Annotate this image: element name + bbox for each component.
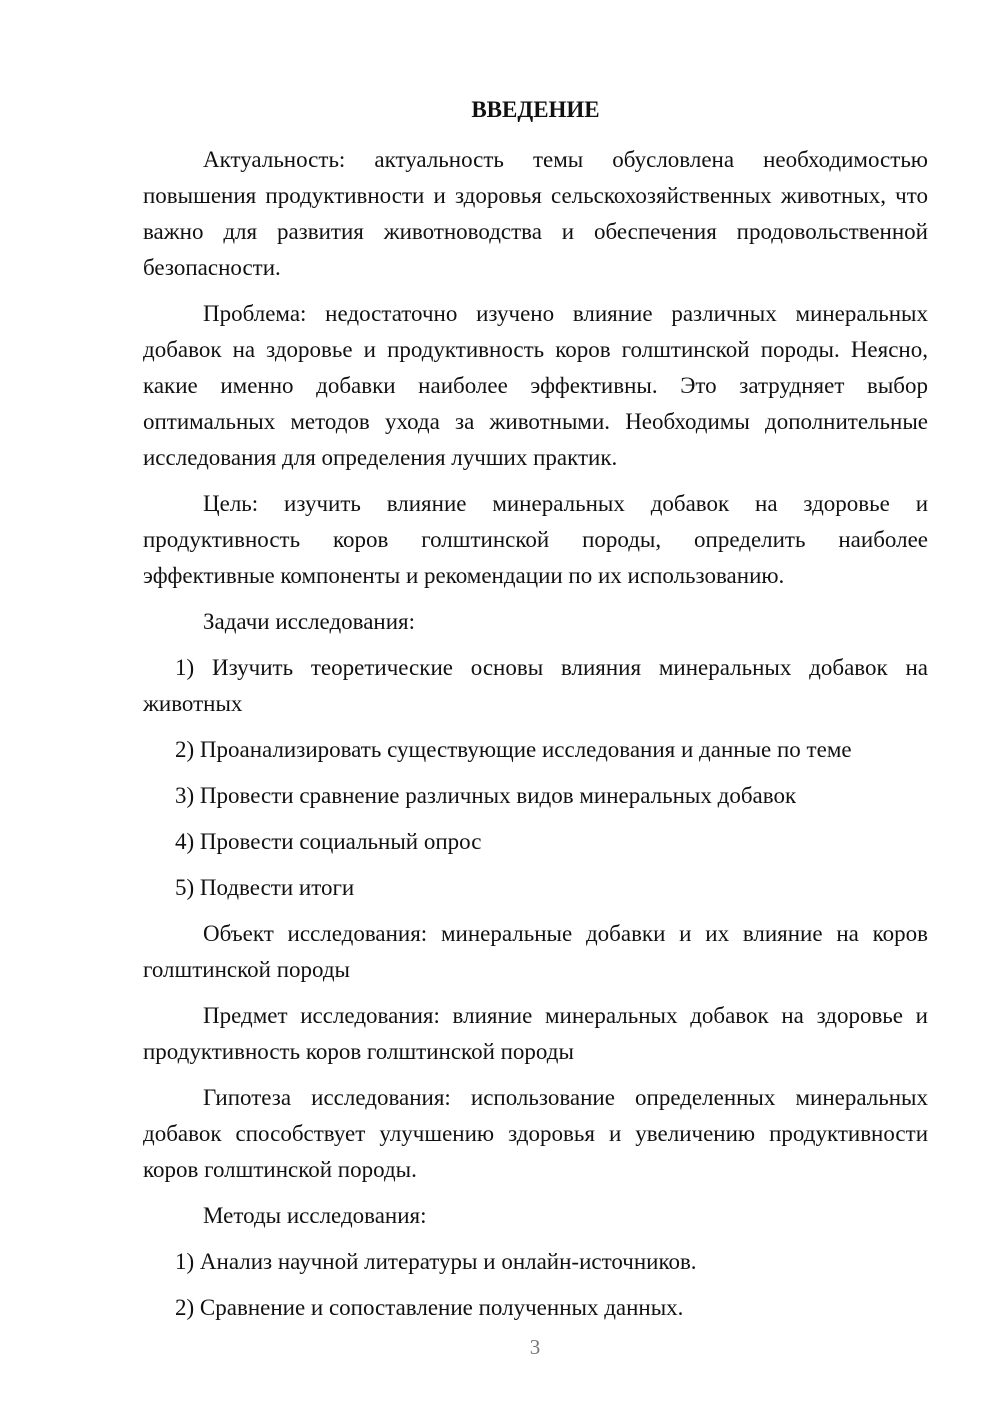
method-item-1: 1) Анализ научной литературы и онлайн-источников. xyxy=(175,1249,697,1274)
methods-heading: Методы исследования: xyxy=(203,1203,427,1228)
problem-paragraph: Проблема: недостаточно изучено влияние различных минеральных добавок на здоровье и продуктивность коров голштинской породы. Неясно, какие именно добавки наиболее эффективны. Это затрудняет выбор оптимальных методов ухода за животными. Необходимы дополнительные исследования для определения лучших практик. xyxy=(143,301,928,470)
object-paragraph: Объект исследования: минеральные добавки и их влияние на коров голштинской породы xyxy=(143,921,928,982)
tasks-heading: Задачи исследования: xyxy=(203,609,416,634)
task-item-1: 1) Изучить теоретические основы влияния минеральных добавок на животных xyxy=(143,655,928,716)
task-item-5: 5) Подвести итоги xyxy=(175,875,355,900)
document-body xyxy=(143,142,928,1336)
task-item-2: 2) Проанализировать существующие исследования и данные по теме xyxy=(175,737,852,762)
section-title: ВВЕДЕНИЕ xyxy=(471,97,600,122)
task-item-4: 4) Провести социальный опрос xyxy=(175,829,482,854)
page-number: 3 xyxy=(529,1335,541,1359)
hypothesis-paragraph: Гипотеза исследования: использование определенных минеральных добавок способствует улучшению здоровья и увеличению продуктивности коров голштинской породы. xyxy=(143,1085,928,1182)
method-item-2: 2) Сравнение и сопоставление полученных данных. xyxy=(175,1295,684,1320)
relevance-paragraph: Актуальность: актуальность темы обусловлена необходимостью повышения продуктивности и здоровья сельскохозяйственных животных, что важно для развития животноводства и обеспечения продовольственной безопасности. xyxy=(143,147,928,280)
task-item-3: 3) Провести сравнение различных видов минеральных добавок xyxy=(175,783,797,808)
goal-paragraph: Цель: изучить влияние минеральных добавок на здоровье и продуктивность коров голштинской породы, определить наиболее эффективные компоненты и рекомендации по их использованию. xyxy=(143,491,928,588)
subject-paragraph: Предмет исследования: влияние минеральных добавок на здоровье и продуктивность коров голштинской породы xyxy=(143,1003,928,1064)
